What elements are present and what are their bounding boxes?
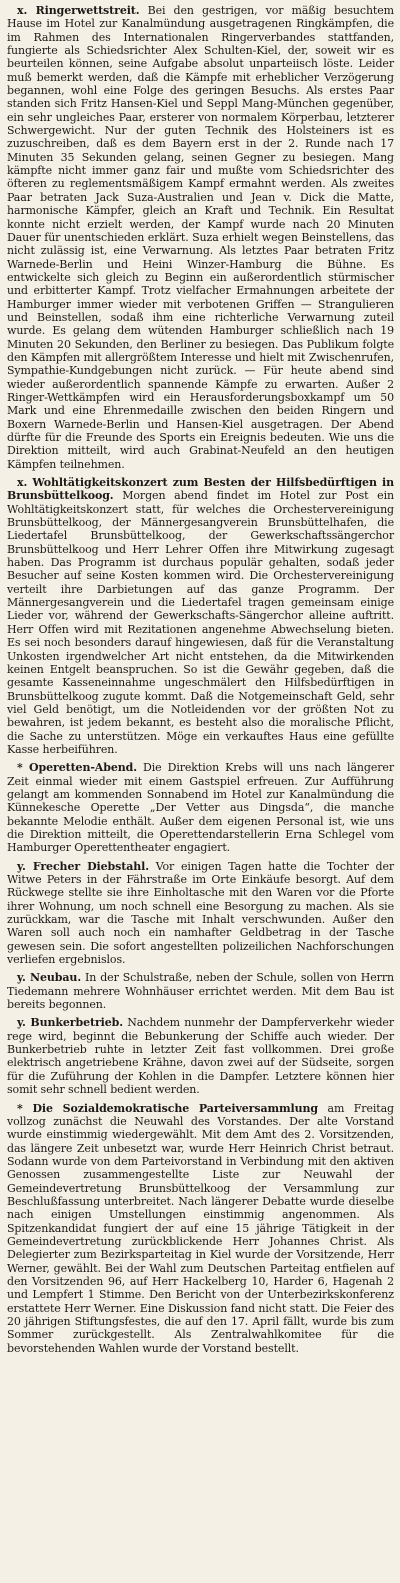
- article-headline: * Die Sozialdemokratische Parteiversammlung: [17, 1101, 319, 1115]
- article-body: Vor einigen Tagen hatte die Tochter der Witwe Peters in der Fährstraße im Orte Einkäufe besorgt. Auf dem Rückwege stellte sie ihre Einholtasche mit den Waren vor die Pforte ihrer Wohnung, um noch schnell eine Besorgung zu machen. Als sie zurückkam, war die Tasche mit Inhalt verschwunden. Außer den Waren soll auch noch ein namhafter Geldbetrag in der Tasche gewesen sein. Die sofort angestellten polizeilichen Nachforschungen verliefen ergebnislos.: [7, 859, 395, 967]
- article-wohltaetigkeitskonzert: [7, 476, 394, 756]
- article-headline: * Operetten-Abend.: [17, 761, 137, 775]
- article-paragraph: [7, 1016, 394, 1096]
- article-paragraph: [7, 4, 394, 471]
- article-paragraph: [7, 971, 394, 1011]
- article-paragraph: [7, 1102, 394, 1356]
- article-headline: x. Ringerwettstreit.: [17, 4, 140, 17]
- article-body: Die Direktion Krebs will uns nach längerer Zeit einmal wieder mit einem Gastspiel erfreuen. Zur Aufführung gelangt am kommenden Sonnabend im Hotel zur Kanalmündung die Künnekesche Operette „Der Vetter aus Dingsda“, die manche bekannte Melodie enthält. Außer dem eigenen Personal ist, wie uns die Direktion mitteilt, die Operettendarstellerin Erna Schlegel vom Hamburger Operettentheater engagiert.: [7, 761, 394, 855]
- article-frecher-diebstahl: [7, 860, 394, 967]
- article-body: Nachdem nunmehr der Dampferverkehr wieder rege wird, beginnt die Bebunkerung der Schiffe auch wieder. Der Bunkerbetrieb ruhte in letzter Zeit fast vollkommen. Drei große elektrisch angetriebene Krähne, davon zwei auf der Südseite, sorgen für die Zuführung der Kohlen in die Dampfer. Letztere können hier somit sehr schnell bedient werden.: [7, 1016, 394, 1097]
- article-headline: y. Bunkerbetrieb.: [17, 1016, 123, 1030]
- article-bunkerbetrieb: [7, 1016, 394, 1096]
- article-body: am Freitag vollzog zunächst die Neuwahl des Vorstandes. Der alte Vorstand wurde einstimmig wiedergewählt. Mit dem Amt des 2. Vorsitzenden, das längere Zeit unbesetzt war, wurde Herr Heinrich Christ betraut. Sodann wurde von dem Parteivorstand in Verbindung mit den aktiven Genossen zusammengestellte Liste zur Neuwahl der Gemeindevertretung Brunsbüttelkoog der Versammlung zur Beschlußfassung unterbreitet. Nach längerer Debatte wurde dieselbe nach einigen Umstellungen einstimmig angenommen. Als Spitzenkandidat fungiert der auf eine 15 jährige Tätigkeit in der Gemeindevertretung zurückblickende Herr Johannes Christ. Als Delegierter zum Bezirksparteitag in Kiel wurde der Vorsitzende, Herr Werner, gewählt. Bei der Wahl zum Deutschen Parteitag entfielen auf den Vorsitzenden 96, auf Herr Hackelberg 10, Harder 6, Hagenah 2 und Lempfert 1 Stimme. Den Bericht von der Unterbezirkskonferenz erstattete Herr Werner. Eine Diskussion fand nicht statt. Die Feier des 20 jährigen Stiftungsfestes, die auf den 17. April fällt, wurde bis zum Sommer zurückgestellt. Als Zentralwahlkomitee für die bevorstehenden Wahlen wurde der Vorstand bestellt.: [7, 1101, 394, 1355]
- article-headline: y. Neubau.: [17, 971, 82, 985]
- article-headline: y. Frecher Diebstahl.: [17, 859, 149, 873]
- article-operetten-abend: [7, 761, 394, 854]
- article-body: Morgen abend findet im Hotel zur Post ein Wohltätigkeitskonzert statt, für welches die Orchestervereinigung Brunsbüttelkoog, der Männergesangverein Brunsbüttelhafen, die Liedertafel Brunsbüttelkoog, der Gewerkschaftssängerchor Brunsbüttelkoog und Herr Lehrer Offen ihre Mitwirkung zugesagt haben. Das Programm ist durchaus populär gehalten, sodaß jeder Besucher auf seine Kosten kommen wird. Die Orchestervereinigung verteilt ihre Darbietungen auf das ganze Programm. Der Männergesangverein und die Liedertafel tragen gemeinsam einige Lieder vor, während der Gewerkschafts-Sängerchor alleine auftritt. Herr Offen wird mit Rezitationen angenehme Abwechselung bieten. Es sei noch besonders darauf hingewiesen, daß für die Veranstaltung Unkosten irgendwelcher Art nicht entstehen, da die Mitwirkenden keinen Entgelt beanspruchen. So ist die Gewähr gegeben, daß die gesamte Kasseneinnahme ungeschmälert den Hilfsbedürftigen in Brunsbüttelkoog zugute kommt. Daß die Notgemeinschaft Geld, sehr viel Geld benötigt, um die Notleidenden vor der größten Not zu bewahren, ist jedem bekannt, es besteht also die moralische Pflicht, die Sache zu unterstützen. Möge ein verkauftes Haus eine gefüllte Kasse herbeiführen.: [7, 489, 394, 756]
- article-body: Bei den gestrigen, vor mäßig besuchtem Hause im Hotel zur Kanalmündung ausgetragenen Ringkämpfen, die im Rahmen des Internationalen Ringerverbandes stattfanden, fungierte als Schiedsrichter Alex Schulten-Kiel, der, soweit wir es beurteilen können, seine Aufgabe absolut unparteiisch löste. Leider muß bemerkt werden, daß die Kämpfe mit erheblicher Verzögerung begannen, wohl eine Folge des geringen Besuchs. Als erstes Paar standen sich Fritz Hansen-Kiel und Seppl Mang-München gegenüber, ein sehr ungleiches Paar, ersterer von normalem Körperbau, letzterer Schwergewicht. Nur der guten Technik des Holsteiners ist es zuzuschreiben, daß es dem Bayern erst in der 2. Runde nach 17 Minuten 35 Sekunden gelang, seinen Gegner zu besiegen. Mang kämpfte nicht immer ganz fair und mußte vom Schiedsrichter des öfteren zu reglementsmäßigem Kampf ermahnt werden. Als zweites Paar betraten Jack Suza-Australien und Jean v. Dick die Matte, harmonische Kämpfer, gleich an Kraft und Technik. Ein Resultat konnte nicht erzielt werden, der Kampf wurde nach 20 Minuten Dauer für unentschieden erklärt. Suza erhielt wegen Beinstellens, das nicht zulässig ist, eine Verwarnung. Als letztes Paar betraten Fritz Warnede-Berlin und Heini Winzer-Hamburg die Bühne. Es entwickelte sich gleich zu Beginn ein außerordentlich stürmischer und erbitterter Kampf. Trotz vielfacher Ermahnungen arbeitete der Hamburger immer wieder mit verbotenen Griffen — Strangulieren und Beinstellen, sodaß ihm eine richterliche Verwarnung zuteil wurde. Es gelang dem wütenden Hamburger schließlich nach 19 Minuten 20 Sekunden, den Berliner zu besiegen. Das Publikum folgte den Kämpfen mit allergrößtem Interesse und hielt mit Zwischenrufen, Sympathie-Kundgebungen nicht zurück. — Für heute abend sind wieder außerordentlich spannende Kämpfe zu erwarten. Außer 2 Ringer-Wettkämpfen wird ein Herausforderungsboxkampf um 50 Mark und eine Ehrenmedaille zwischen den beiden Ringern und Boxern Warnede-Berlin und Hansen-Kiel ausgetragen. Der Abend dürfte für die Freunde des Sports ein Ereignis bedeuten. Wie uns die Direktion mitteilt, wird auch Grabinat-Neufeld an den heutigen Kämpfen teilnehmen.: [7, 4, 394, 471]
- article-body: In der Schulstraße, neben der Schule, sollen von Herrn Tiedemann mehrere Wohnhäuser errichtet werden. Mit dem Bau ist bereits begonnen.: [7, 971, 394, 1012]
- article-parteiversammlung: [7, 1102, 394, 1356]
- article-paragraph: [7, 476, 394, 756]
- article-neubau: [7, 971, 394, 1011]
- article-ringerwettstreit: [7, 4, 394, 471]
- article-headline: x. Wohltätigkeitskonzert zum Besten der Hilfsbedürftigen in Brunsbüttelkoog.: [7, 476, 394, 503]
- article-paragraph: [7, 860, 394, 967]
- article-paragraph: [7, 761, 394, 854]
